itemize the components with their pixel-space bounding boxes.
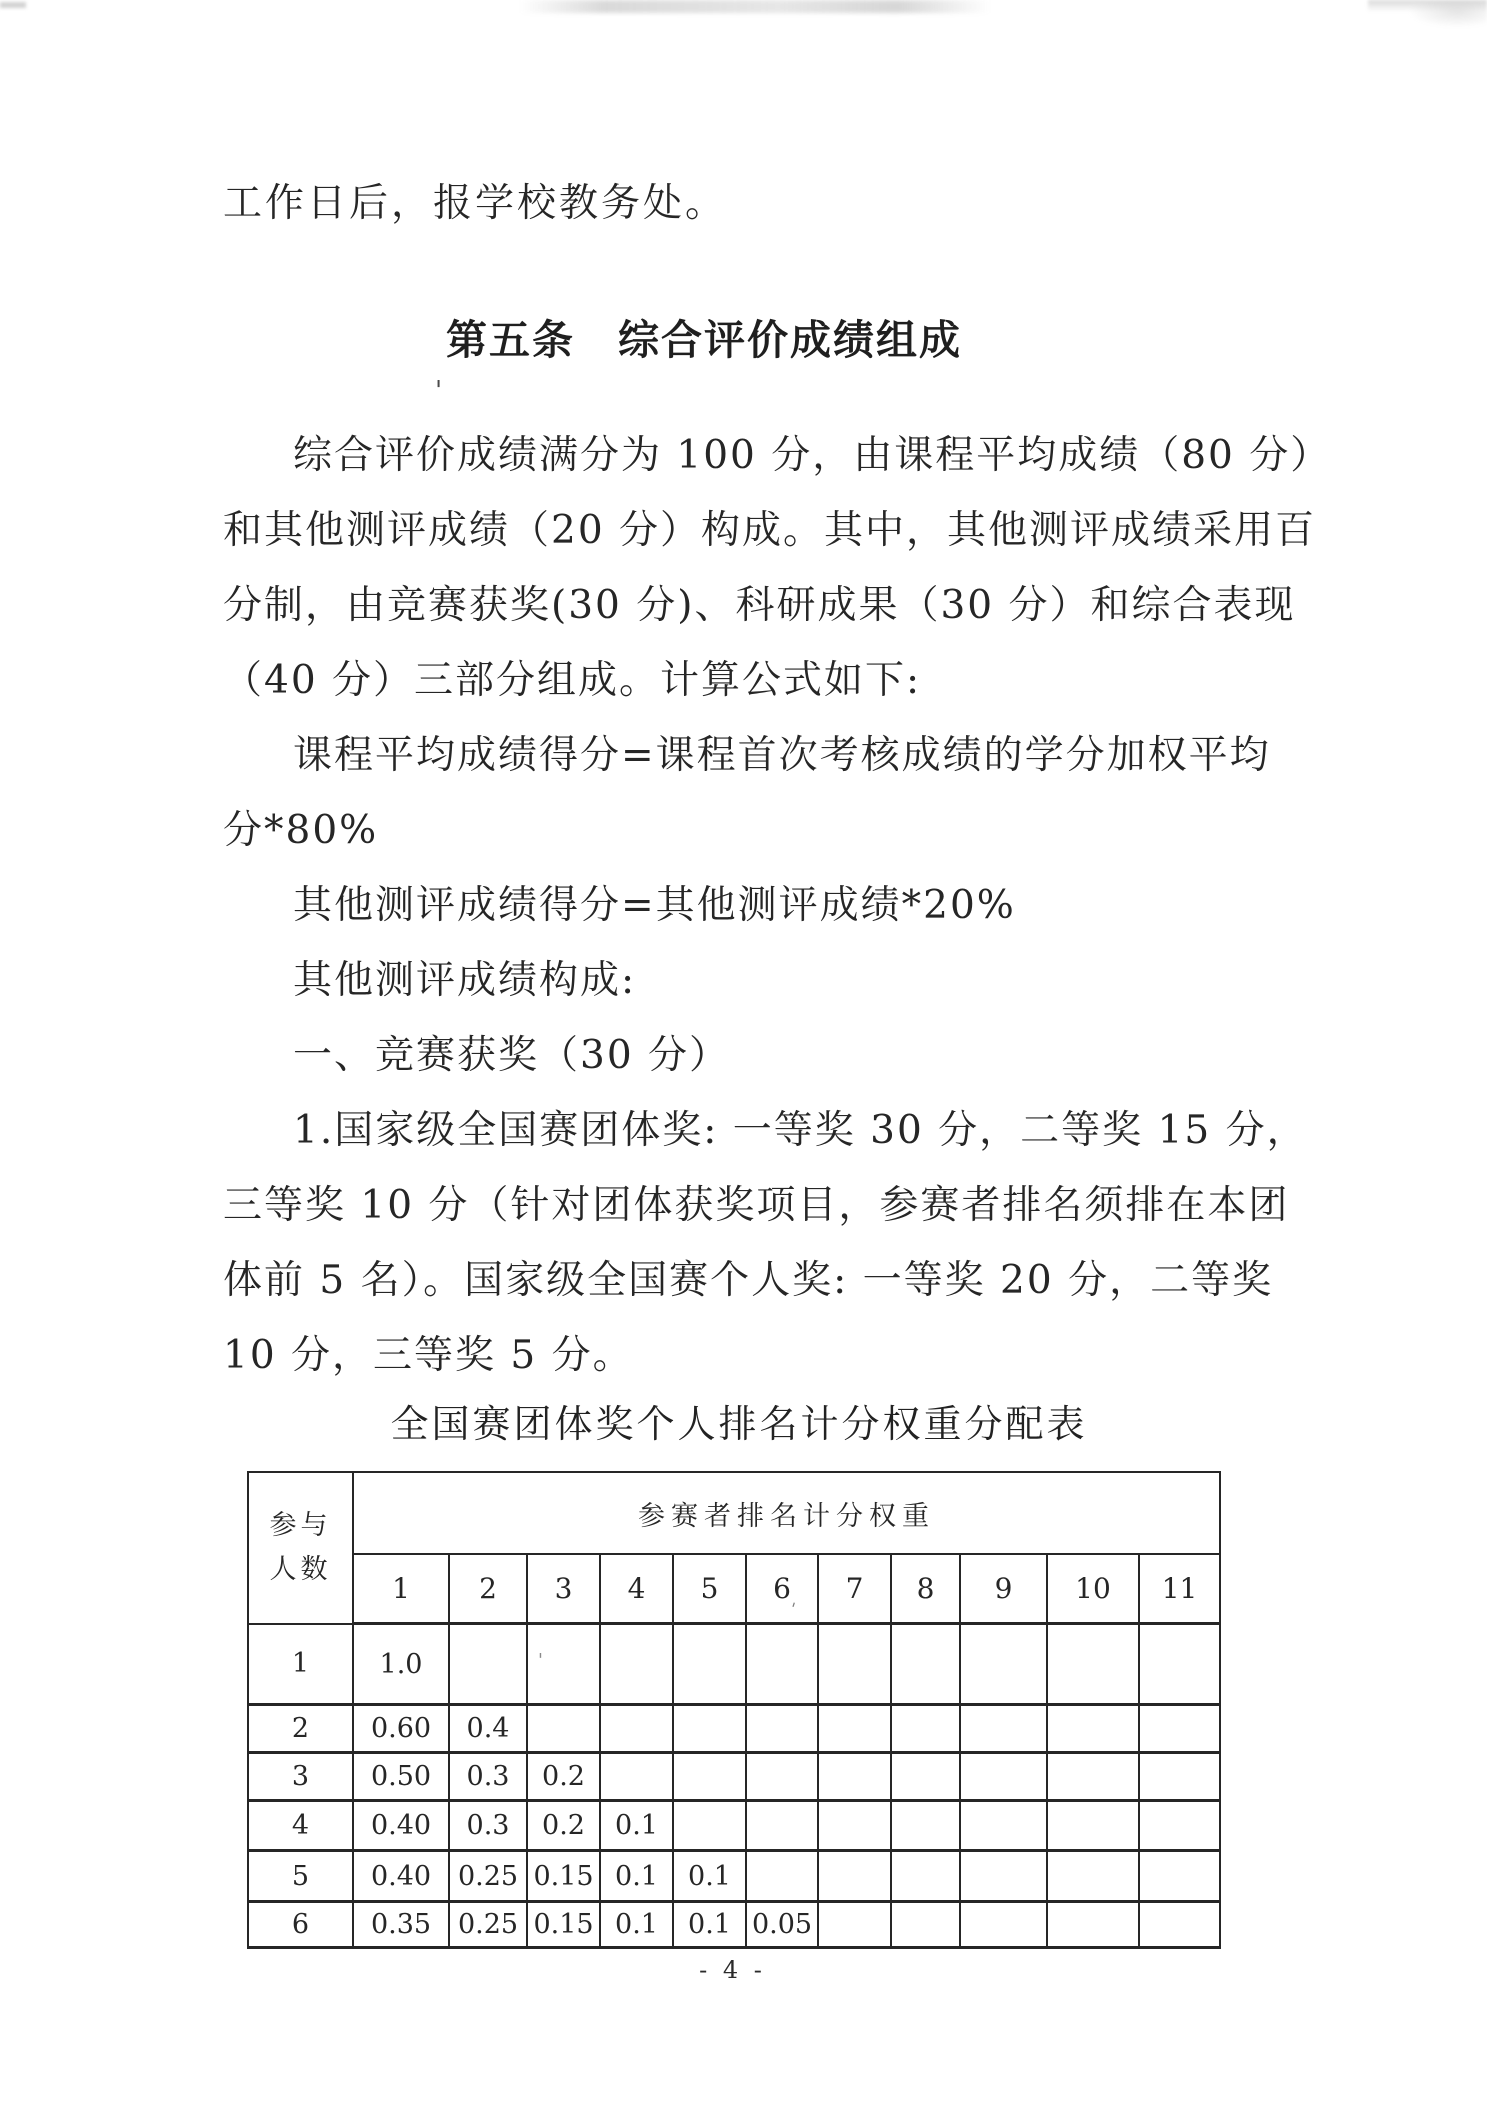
table-row [248,1705,1220,1753]
weight-cell [449,1624,527,1705]
rank-column-header: 1 [353,1554,449,1624]
body-line: 一、竞赛获奖（30 分） [293,1033,731,1078]
body-line: 1.国家级全国赛团体奖: 一等奖 30 分，二等奖 15 分， [293,1108,1308,1153]
weight-cell [1139,1851,1220,1902]
scan-artifact [520,0,990,13]
scan-speck: ' [435,376,443,406]
weight-cell: 0.15 [527,1902,600,1948]
participants-cell: 4 [248,1801,353,1851]
scan-artifact [0,2,26,8]
weight-cell [960,1902,1047,1948]
participants-header: 参与 人数 [248,1472,353,1624]
table-row [248,1902,1220,1948]
participants-cell: 3 [248,1753,353,1801]
scan-artifact [1368,0,1487,40]
weight-cell [746,1851,818,1902]
weight-cell: 0.40 [353,1801,449,1851]
weight-cell [891,1624,960,1705]
weight-cell [818,1753,891,1801]
weight-cell: 0.35 [353,1902,449,1948]
participants-cell: 6 [248,1902,353,1948]
weight-cell: 0.1 [600,1801,673,1851]
weight-cell: 0.2 [527,1753,600,1801]
weight-cell [527,1705,600,1753]
weight-cell [1139,1624,1220,1705]
weight-cell: 0.1 [600,1902,673,1948]
rank-column-header: 5 [673,1554,746,1624]
weight-cell [818,1801,891,1851]
weight-cell [818,1624,891,1705]
participants-cell: 5 [248,1851,353,1902]
rank-column-header: 4 [600,1554,673,1624]
body-line: 其他测评成绩构成: [293,958,637,1003]
weight-cell [673,1801,746,1851]
rank-column-header: 6 [746,1554,818,1624]
body-line: 课程平均成绩得分=课程首次考核成绩的学分加权平均 [293,733,1271,778]
weight-cell [960,1801,1047,1851]
weight-cell [891,1801,960,1851]
weight-table [247,1471,1221,1949]
weight-cell [891,1902,960,1948]
rank-column-header: 3 [527,1554,600,1624]
weight-cell: 0.3 [449,1753,527,1801]
rank-weight-header: 参赛者排名计分权重 [353,1472,1220,1554]
weight-cell [1047,1624,1139,1705]
weight-cell [746,1753,818,1801]
table-row [248,1624,1220,1705]
weight-cell [1139,1801,1220,1851]
participants-cell: 2 [248,1705,353,1753]
rank-column-header: 10 [1047,1554,1139,1624]
weight-cell: 0.1 [600,1851,673,1902]
rank-column-header: 8 [891,1554,960,1624]
document-content [223,168,1332,1949]
weight-cell [600,1705,673,1753]
weight-cell: 0.40 [353,1851,449,1902]
weight-cell: 0.05 [746,1902,818,1948]
weight-cell [891,1753,960,1801]
weight-cell: 1.0 [353,1624,449,1705]
weight-cell [1047,1753,1139,1801]
table-row [248,1753,1220,1801]
weight-cell [960,1753,1047,1801]
weight-cell: 0.1 [673,1851,746,1902]
rank-column-header: 7 [818,1554,891,1624]
table-row [248,1801,1220,1851]
weight-cell [818,1705,891,1753]
weight-cell [746,1624,818,1705]
page-number: - 4 - [699,1956,766,1984]
body-paragraphs [223,418,1332,1393]
body-line: 三等奖 10 分（针对团体获奖项目，参赛者排名须排在本团 [223,1183,1290,1228]
weight-cell: 0.3 [449,1801,527,1851]
body-line: 体前 5 名）。国家级全国赛个人奖: 一等奖 20 分，二等奖 [223,1258,1274,1303]
weight-cell [818,1851,891,1902]
weight-cell [818,1902,891,1948]
weight-cell: 0.60 [353,1705,449,1753]
weight-cell [746,1705,818,1753]
body-line: 10 分，三等奖 5 分。 [223,1333,634,1378]
weight-cell [1139,1705,1220,1753]
body-line: 其他测评成绩得分=其他测评成绩*20% [293,883,1016,928]
weight-cell: 0.4 [449,1705,527,1753]
rank-column-header: 9 [960,1554,1047,1624]
weight-cell [1139,1753,1220,1801]
section-heading: 第五条 综合评价成绩组成 [446,316,962,364]
rank-column-header: 11 [1139,1554,1220,1624]
scan-speck: ' [538,1650,543,1671]
weight-cell [891,1851,960,1902]
participants-cell: 1 [248,1624,353,1705]
body-line: （40 分）三部分组成。计算公式如下: [223,658,922,703]
weight-cell: 0.2 [527,1801,600,1851]
weight-cell [1047,1902,1139,1948]
weight-cell [673,1624,746,1705]
weight-cell: 0.15 [527,1851,600,1902]
rank-column-header: 2 [449,1554,527,1624]
weight-cell [960,1851,1047,1902]
weight-cell [1047,1801,1139,1851]
weight-cell [527,1624,600,1705]
weight-cell [673,1705,746,1753]
body-line: 分*80% [223,808,379,853]
weight-cell [600,1753,673,1801]
weight-cell [1047,1705,1139,1753]
weight-cell [960,1624,1047,1705]
scan-speck: ' [787,1598,798,1619]
weight-cell [1047,1851,1139,1902]
body-line: 分制，由竞赛获奖(30 分)、科研成果（30 分）和综合表现 [223,583,1296,628]
table-row [248,1851,1220,1902]
weight-cell: 0.25 [449,1902,527,1948]
weight-cell: 0.50 [353,1753,449,1801]
weight-cell [673,1753,746,1801]
weight-cell: 0.25 [449,1851,527,1902]
weight-cell [600,1624,673,1705]
body-line: 综合评价成绩满分为 100 分，由课程平均成绩（80 分） [293,433,1332,478]
intro-line: 工作日后，报学校教务处。 [223,181,728,226]
weight-cell [960,1705,1047,1753]
weight-cell: 0.1 [673,1902,746,1948]
table-title: 全国赛团体奖个人排名计分权重分配表 [390,1402,1088,1446]
body-line: 和其他测评成绩（20 分）构成。其中，其他测评成绩采用百 [223,508,1317,553]
weight-cell [746,1801,818,1851]
weight-cell [1139,1902,1220,1948]
weight-cell [891,1705,960,1753]
